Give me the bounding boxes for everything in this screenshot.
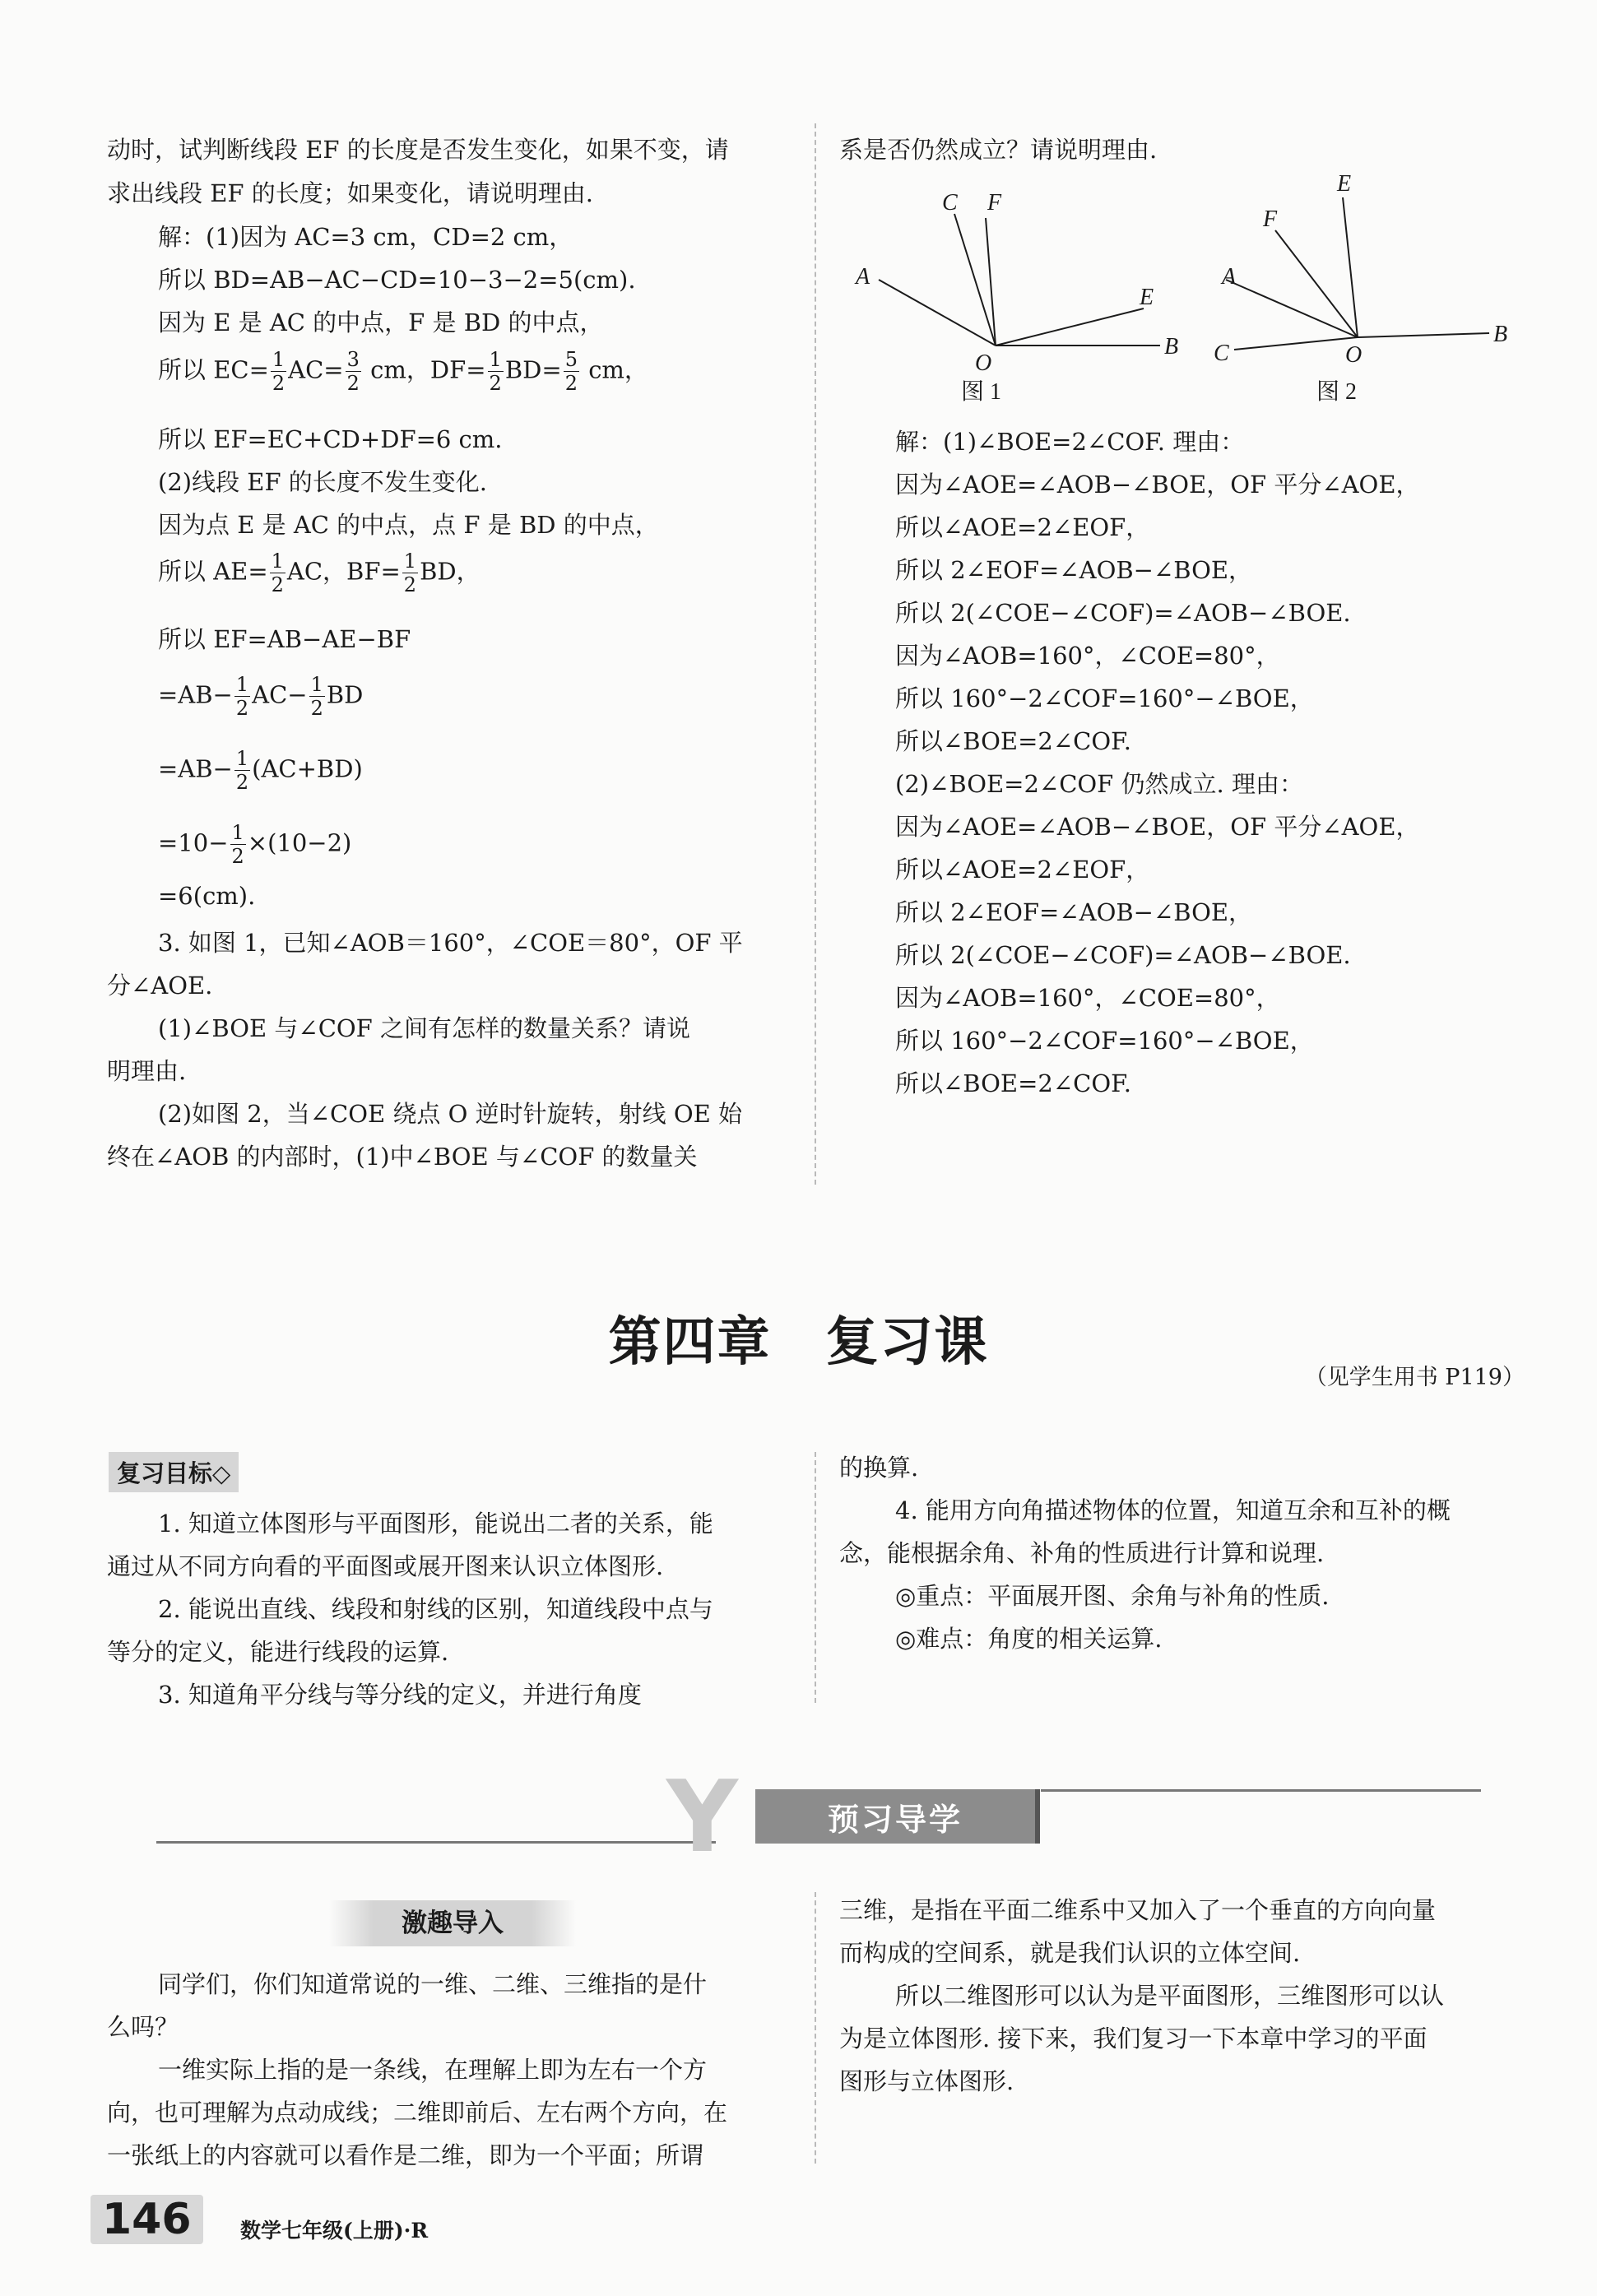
denominator: 2 [564, 372, 578, 395]
text-line: 因为∠AOE=∠AOB−∠BOE，OF 平分∠AOE， [895, 471, 1420, 499]
text-line: 而构成的空间系，就是我们认识的立体空间. [839, 1939, 1301, 1967]
label-F: F [987, 190, 1002, 216]
label-C: C [1214, 341, 1229, 366]
text-span: =AB− [158, 680, 233, 709]
denominator: 2 [272, 372, 286, 395]
denominator: 2 [271, 573, 284, 596]
text-line: 2. 能说出直线、线段和射线的区别，知道线段中点与 [158, 1595, 713, 1623]
fraction [402, 551, 418, 595]
numerator: 1 [235, 673, 249, 696]
text-line: 所以 EF=EC+CD+DF=6 cm. [158, 425, 503, 453]
text-line: 系是否仍然成立？请说明理由. [839, 136, 1158, 164]
text-line: 所以∠AOE=2∠EOF， [895, 513, 1150, 541]
text-line: 所以 EF=AB−AE−BF [158, 625, 411, 653]
text-line: 因为 E 是 AC 的中点，F 是 BD 的中点， [158, 308, 604, 336]
text-span: cm， [588, 355, 648, 384]
text-span: (AC+BD) [252, 754, 363, 783]
text-line: 1. 知道立体图形与平面图形，能说出二者的关系，能 [158, 1510, 713, 1538]
text-span: BD= [504, 355, 562, 384]
text-line: 图形与立体图形. [839, 2067, 1014, 2095]
label-E: E [1140, 285, 1154, 310]
text-line: 所以 2(∠COE−∠COF)=∠AOB−∠BOE. [895, 941, 1351, 969]
text-span: 所以 AE= [158, 557, 268, 586]
text-line: 因为∠AOE=∠AOB−∠BOE，OF 平分∠AOE， [895, 813, 1420, 841]
text-span: =AB− [158, 754, 233, 783]
figure-1 [854, 190, 1178, 405]
text-line: 么吗？ [107, 2013, 179, 2041]
text-line: 同学们，你们知道常说的一维、二维、三维指的是什 [158, 1970, 708, 1998]
figure-2 [1214, 173, 1507, 405]
text-line: (2)∠BOE=2∠COF 仍然成立. 理由： [895, 770, 1303, 798]
fraction [230, 823, 246, 866]
text-span: BD， [420, 557, 480, 586]
text-line: 因为点 E 是 AC 的中点，点 F 是 BD 的中点， [158, 511, 659, 539]
label-B: B [1493, 322, 1508, 347]
numerator: 3 [346, 348, 360, 371]
denominator: 2 [231, 845, 244, 868]
text-line: 明理由. [107, 1057, 187, 1085]
fraction [488, 350, 504, 393]
text-span: AC，BF= [286, 557, 401, 586]
book-title: 数学七年级(上册)·R [240, 2219, 429, 2243]
text-line: 通过从不同方向看的平面图或展开图来认识立体图形. [107, 1552, 664, 1580]
formula-line [158, 823, 351, 866]
label-F: F [1263, 206, 1278, 232]
fraction [271, 350, 286, 393]
text-span: AC− [252, 680, 308, 709]
review-goals-tag: 复习目标◇ [109, 1452, 239, 1492]
text-line: 所以二维图形可以认为是平面图形，三维图形可以认 [895, 1982, 1445, 2010]
page-number: 146 [91, 2195, 203, 2244]
formula-line [158, 675, 363, 718]
text-line: (2)线段 EF 的长度不发生变化. [158, 468, 488, 496]
denominator: 2 [310, 697, 323, 720]
numerator: 1 [403, 550, 417, 573]
difficult-point: ◎难点：角度的相关运算. [895, 1625, 1163, 1653]
column-divider [815, 1892, 816, 2164]
figure-1-caption: 图 1 [961, 379, 1002, 405]
numerator: 1 [235, 747, 249, 770]
fraction [309, 675, 325, 718]
intro-subtitle: 激趣导入 [329, 1900, 576, 1946]
text-line: 所以 2(∠COE−∠COF)=∠AOB−∠BOE. [895, 599, 1351, 627]
text-line: 所以∠BOE=2∠COF. [895, 727, 1131, 755]
banner-rule-right [1041, 1789, 1481, 1792]
text-line: 分∠AOE. [107, 972, 213, 1000]
numerator: 1 [272, 348, 286, 371]
formula-line [158, 350, 648, 393]
label-C: C [942, 190, 958, 216]
text-line: (1)∠BOE 与∠COF 之间有怎样的数量关系？请说 [158, 1014, 690, 1042]
banner-rule-left [156, 1841, 716, 1844]
label-A: A [856, 264, 870, 290]
text-line: 因为∠AOB=160°，∠COE=80°， [895, 642, 1280, 670]
fraction [346, 350, 361, 393]
numerator: 1 [489, 348, 502, 371]
denominator: 2 [235, 771, 249, 794]
label-B: B [1164, 334, 1179, 359]
numerator: 1 [310, 673, 323, 696]
text-span: BD [326, 680, 364, 709]
text-line: (2)如图 2，当∠COE 绕点 O 逆时针旋转，射线 OE 始 [158, 1100, 742, 1128]
text-line: 所以 BD=AB−AC−CD=10−3−2=5(cm). [158, 266, 636, 294]
numerator: 1 [231, 821, 244, 844]
text-line: 3. 知道角平分线与等分线的定义，并进行角度 [158, 1681, 642, 1709]
text-line: 所以 2∠EOF=∠AOB−∠BOE， [895, 898, 1253, 926]
label-O: O [1345, 342, 1363, 368]
text-line: 所以∠BOE=2∠COF. [895, 1069, 1131, 1097]
text-line: 念，能根据余角、补角的性质进行计算和说理. [839, 1539, 1325, 1567]
section-letter-y: Y [666, 1760, 738, 1875]
preview-banner: 预习导学 [755, 1789, 1035, 1844]
text-line: 为是立体图形. 接下来，我们复习一下本章中学习的平面 [839, 2025, 1428, 2052]
formula-line [158, 749, 363, 792]
fraction [564, 350, 579, 393]
key-point: ◎重点：平面展开图、余角与补角的性质. [895, 1582, 1330, 1610]
text-line: 3. 如图 1，已知∠AOB＝160°，∠COE＝80°，OF 平 [158, 929, 743, 957]
text-line: 的换算. [839, 1454, 919, 1482]
denominator: 2 [235, 697, 249, 720]
fraction [234, 675, 250, 718]
label-O: O [975, 350, 992, 376]
fraction [270, 551, 286, 595]
angle-figure-1-and-2 [839, 173, 1522, 411]
figure-2-caption: 图 2 [1316, 379, 1358, 405]
label-E: E [1337, 173, 1352, 197]
column-divider [815, 123, 816, 1185]
text-line: 解：(1)∠BOE=2∠COF. 理由： [895, 428, 1245, 456]
fraction [234, 749, 250, 792]
formula-line [158, 551, 480, 595]
column-divider [815, 1452, 816, 1703]
denominator: 2 [403, 573, 417, 596]
text-line: 所以 2∠EOF=∠AOB−∠BOE， [895, 556, 1253, 584]
text-line: 一维实际上指的是一条线，在理解上即为左右一个方 [158, 2056, 708, 2084]
denominator: 2 [489, 372, 502, 395]
numerator: 1 [271, 550, 284, 573]
text-line: 所以 160°−2∠COF=160°−∠BOE， [895, 1027, 1314, 1055]
text-line: 因为∠AOB=160°，∠COE=80°， [895, 984, 1280, 1012]
text-span: cm，DF= [370, 355, 486, 384]
chapter-title: 第四章 复习课 [608, 1312, 989, 1373]
text-line: 解：(1)因为 AC=3 cm，CD=2 cm， [158, 223, 573, 251]
numerator: 5 [564, 348, 578, 371]
text-line: 向，也可理解为点动成线；二维即前后、左右两个方向，在 [107, 2099, 728, 2127]
text-line: 三维，是指在平面二维系中又加入了一个垂直的方向向量 [839, 1896, 1437, 1924]
text-span: =10− [158, 828, 229, 857]
text-span: AC= [288, 355, 344, 384]
text-line: 所以 160°−2∠COF=160°−∠BOE， [895, 684, 1314, 712]
text-span: ×(10−2) [247, 828, 352, 857]
label-A: A [1222, 264, 1237, 290]
text-line: 4. 能用方向角描述物体的位置，知道互余和互补的概 [895, 1496, 1451, 1524]
text-line: 所以∠AOE=2∠EOF， [895, 856, 1150, 884]
text-line: 动时，试判断线段 EF 的长度是否发生变化，如果不变，请 [107, 136, 729, 164]
denominator: 2 [346, 372, 360, 395]
text-line: 一张纸上的内容就可以看作是二维，即为一个平面；所谓 [107, 2141, 704, 2169]
student-book-reference: （见学生用书 P119） [1304, 1365, 1525, 1390]
text-line: 求出线段 EF 的长度；如果变化，请说明理由. [107, 179, 593, 207]
text-span: 所以 EC= [158, 355, 269, 384]
text-line: 终在∠AOB 的内部时，(1)中∠BOE 与∠COF 的数量关 [107, 1143, 698, 1171]
text-line: 等分的定义，能进行线段的运算. [107, 1638, 449, 1666]
text-line: =6(cm). [158, 882, 256, 910]
